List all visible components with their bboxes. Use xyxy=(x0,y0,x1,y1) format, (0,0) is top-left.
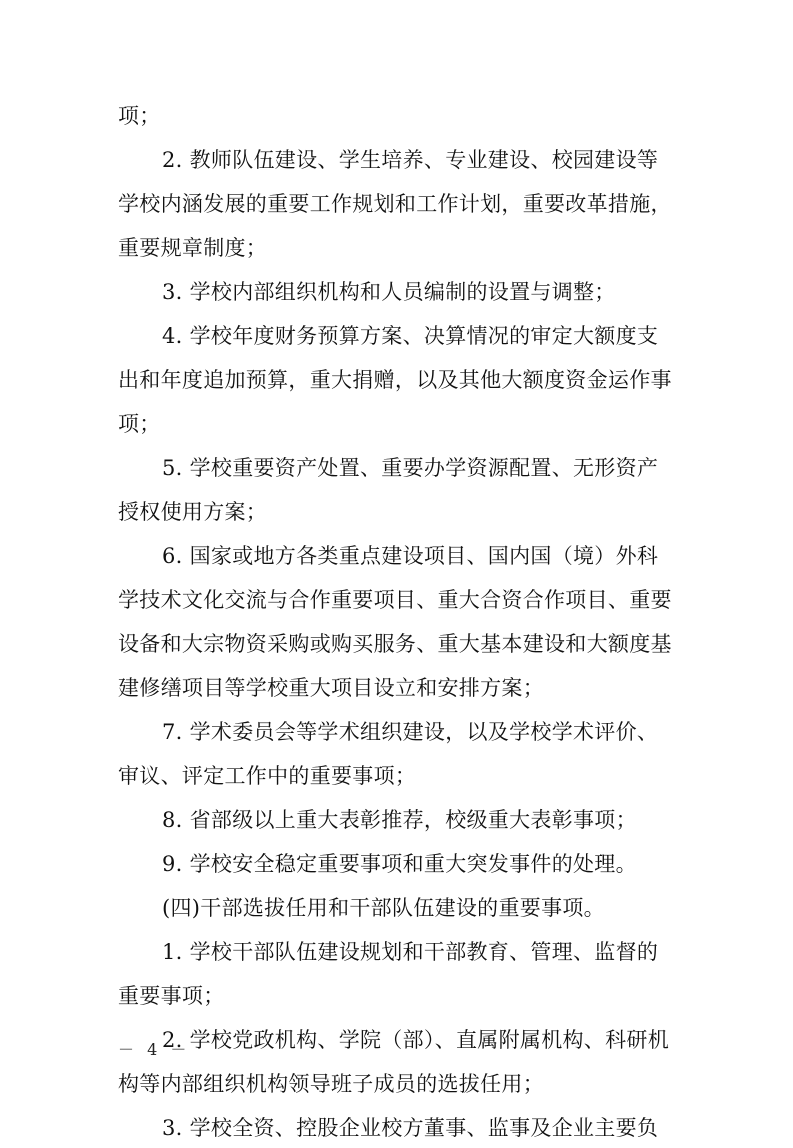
page-number: － 4 － xyxy=(118,1040,191,1059)
text-line: 项； xyxy=(118,412,161,436)
text-line: 6. 国家或地方各类重点建设项目、国内国（境）外科 xyxy=(162,544,659,568)
text-line: 重要规章制度； xyxy=(118,236,268,260)
text-line: 4. 学校年度财务预算方案、决算情况的审定大额度支 xyxy=(162,324,659,348)
text-line: 3. 学校全资、控股企业校方董事、监事及企业主要负 xyxy=(162,1116,659,1140)
text-line: 5. 学校重要资产处置、重要办学资源配置、无形资产 xyxy=(162,456,659,480)
text-line: 7. 学术委员会等学术组织建设，以及学校学术评价、 xyxy=(162,720,659,744)
text-line: 3. 学校内部组织机构和人员编制的设置与调整； xyxy=(162,280,616,304)
text-line: 项； xyxy=(118,104,161,128)
text-line: 9. 学校安全稳定重要事项和重大突发事件的处理。 xyxy=(162,852,637,876)
text-line: 学校内涵发展的重要工作规划和工作计划，重要改革措施， xyxy=(118,192,672,216)
text-line: 重要事项； xyxy=(118,984,225,1008)
text-line: 设备和大宗物资采购或购买服务、重大基本建设和大额度基 xyxy=(118,632,672,656)
text-line: 2. 教师队伍建设、学生培养、专业建设、校园建设等 xyxy=(162,148,659,172)
text-line: 出和年度追加预算，重大捐赠，以及其他大额度资金运作事 xyxy=(118,368,672,392)
text-line: 8. 省部级以上重大表彰推荐，校级重大表彰事项； xyxy=(162,808,637,832)
text-line: 授权使用方案； xyxy=(118,500,268,524)
text-line: 构等内部组织机构领导班子成员的选拔任用； xyxy=(118,1072,544,1096)
text-line: 建修缮项目等学校重大项目设立和安排方案； xyxy=(118,676,544,700)
text-line: 审议、评定工作中的重要事项； xyxy=(118,764,417,788)
text-line: 学技术文化交流与合作重要项目、重大合资合作项目、重要 xyxy=(118,588,672,612)
text-line: 2. 学校党政机构、学院（部）、直属附属机构、科研机 xyxy=(162,1028,670,1052)
text-line: 1. 学校干部队伍建设规划和干部教育、管理、监督的 xyxy=(162,940,659,964)
section-heading: (四)干部选拔任用和干部队伍建设的重要事项。 xyxy=(162,896,605,920)
